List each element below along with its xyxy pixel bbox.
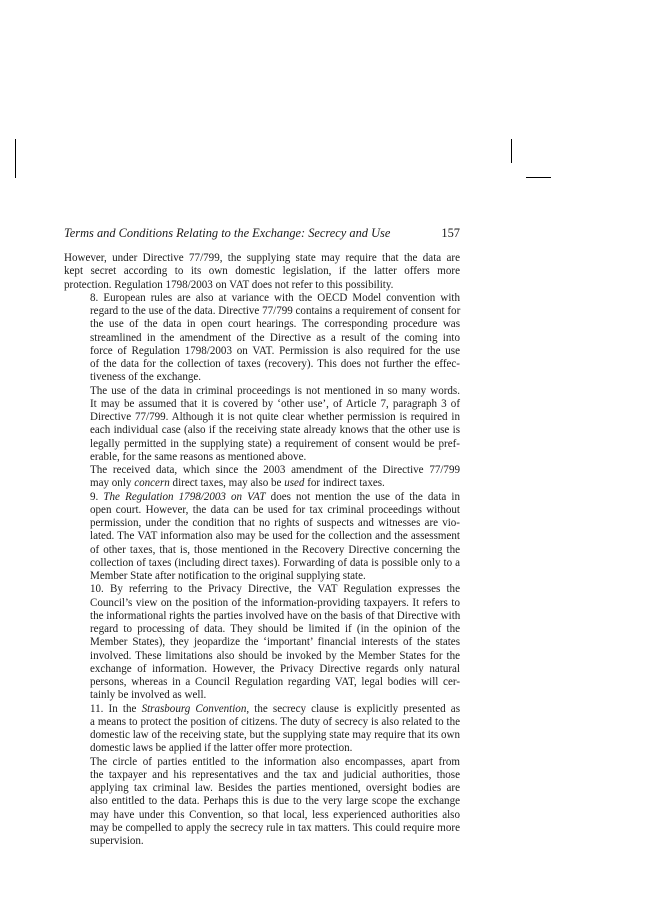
paragraph-8 [64, 292, 460, 385]
text-line: Member States), they jeopardize the ‘important’ financial interests of the states [90, 636, 460, 649]
text-line: 11. In the Strasbourg Convention, the secrecy clause is explicitly presented as [90, 702, 460, 715]
paragraph-criminal-proceedings [64, 385, 460, 465]
paragraph-1 [64, 252, 460, 292]
emphasis-strasbourg: Strasbourg Convention [141, 702, 247, 715]
emphasis-used: used [284, 477, 305, 490]
text-line: protection. Regulation 1798/2003 on VAT does not refer to this possibility. [64, 278, 394, 291]
running-title: Terms and Conditions Relating to the Exchange: Secrecy and Use [64, 226, 391, 240]
text-line: The circle of parties entitled to the information also encompasses, apart from [90, 755, 460, 768]
text-line: legally permitted in the supplying state) a requirement of consent would be pref- [90, 437, 460, 450]
body-text [64, 252, 460, 848]
paragraph-received-data [64, 464, 460, 491]
text-line: involved. These limitations also should be invoked by the Member States for the [90, 649, 460, 662]
paragraph-circle-of-parties [64, 756, 460, 849]
text-line: each individual case (also if the receiving state already knows that the other use is [90, 424, 460, 437]
emphasis-regulation: The Regulation 1798/2003 on VAT [103, 490, 266, 503]
text-line: However, under Directive 77/799, the supplying state may require that the data are [64, 252, 460, 264]
text-line: the informational rights the parties involved have on the basis of that Directive with [90, 609, 461, 622]
text-line: open court. However, the data can be used for tax criminal proceedings without [90, 503, 460, 516]
text-line: 10. By referring to the Privacy Directive, the VAT Regulation expresses the [90, 583, 460, 596]
text-line: Member State after notification to the original supplying state. [90, 570, 366, 582]
paragraph-11 [64, 703, 460, 756]
text-line: kept secret according to its own domestic legislation, if the latter offers more [64, 265, 460, 278]
text-line: Council’s view on the position of the information-providing taxpayers. It refers to [90, 596, 460, 609]
page-number: 157 [441, 226, 460, 240]
text-line: tiveness of the exchange. [90, 371, 202, 384]
crop-mark-right [511, 139, 512, 163]
text-line: may be compelled to apply the secrecy rule in tax matters. This could require more [90, 821, 460, 834]
text-line: may only concern direct taxes, may also be used for indirect taxes. [90, 477, 385, 490]
text-line: The received data, which since the 2003 amendment of the Directive 77/799 [90, 464, 460, 476]
text-line: erable, for the same reasons as mentioned above. [90, 450, 307, 463]
paragraph-10 [64, 583, 460, 702]
text-line: lated. The VAT information also may be used for the collection and the assessment [90, 530, 460, 543]
text-line: regard to the use of the data. Directive 77/799 contains a requirement of consent for [90, 305, 461, 317]
emphasis-concern: concern [134, 477, 170, 490]
text-line: 9. The Regulation 1798/2003 on VAT does not mention the use of the data in [90, 490, 460, 503]
text-line: domestic law of the receiving state, but the supplying state may require that its own [90, 729, 460, 741]
text-line: the use of the data in open court hearings. The corresponding procedure was [90, 318, 460, 331]
text-line: the taxpayer and his representatives and the tax and judicial authorities, those [90, 768, 460, 781]
text-line: regard to processing of data. They should be limited if (in the opinion of the [90, 623, 460, 635]
text-line: may have under this Convention, so that local, less experienced authorities also [90, 808, 460, 821]
text-line: The use of the data in criminal proceedings is not mentioned in so many words. [90, 384, 460, 397]
text-line: permission, under the condition that no rights of suspects and witnesses are vio- [90, 517, 460, 529]
text-line: Directive 77/799. Although it is not quite clear whether permission is required in [90, 411, 460, 423]
text-line: streamlined in the amendment of the Directive as a result of the coming into [90, 331, 460, 344]
text-line: applying tax criminal law. Besides the parties mentioned, oversight bodies are [90, 782, 460, 794]
crop-mark-left [15, 139, 16, 178]
text-line: supervision. [90, 835, 144, 847]
text-line: also entitled to the data. Perhaps this is due to the very large scope the exchange [90, 795, 460, 808]
text-line: It may be assumed that it is covered by ‘other use’, of Article 7, paragraph 3 of [90, 397, 460, 410]
text-line: of other taxes, that is, those mentioned in the Recovery Directive concerning the [90, 543, 460, 556]
text-line: 8. European rules are also at variance with the OECD Model convention with [90, 291, 460, 304]
text-line: force of Regulation 1798/2003 on VAT. Permission is also required for the use [90, 344, 460, 357]
text-line: persons, whereas in a Council Regulation regarding VAT, legal bodies will cer- [90, 676, 460, 688]
paragraph-9 [64, 491, 460, 584]
running-header [64, 226, 460, 240]
text-line: of the data for the collection of taxes (recovery). This does not further the effec- [90, 358, 460, 370]
text-line: a means to protect the position of citizens. The duty of secrecy is also related to the [90, 715, 460, 728]
text-line: domestic laws be applied if the latter offer more protection. [90, 742, 353, 755]
crop-mark-right-horizontal [526, 177, 551, 178]
text-line: collection of taxes (including direct taxes). Forwarding of data is possible only to a [90, 556, 460, 569]
text-line: exchange of information. However, the Privacy Directive regards only natural [90, 662, 460, 675]
text-line: tainly be involved as well. [90, 689, 207, 702]
